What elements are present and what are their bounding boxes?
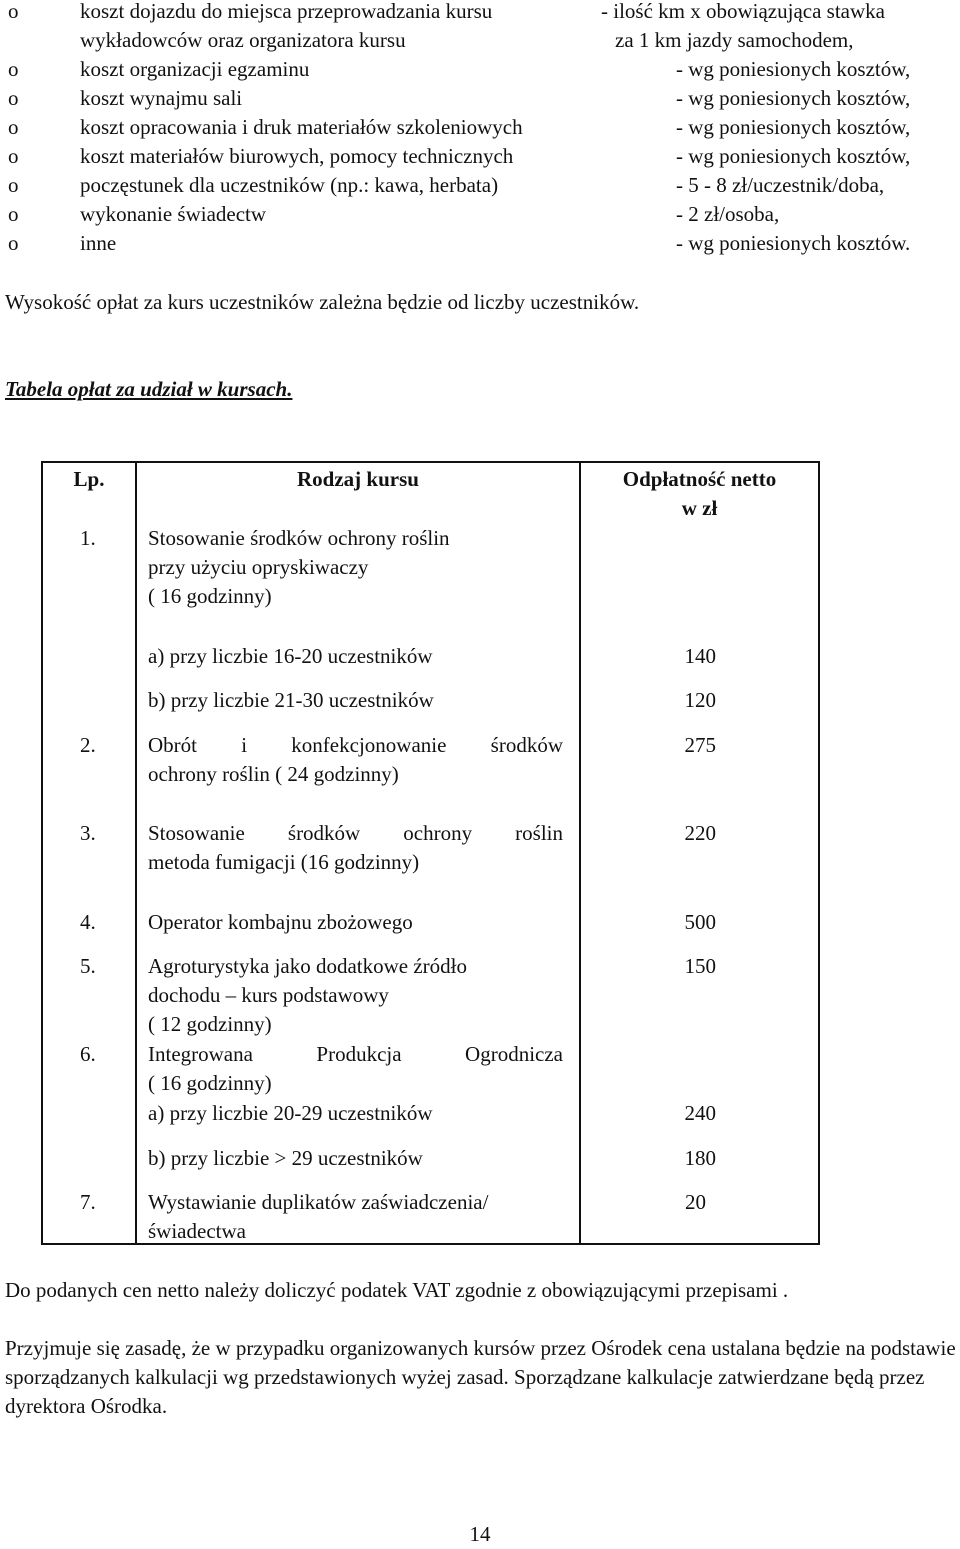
course-name: Stosowanie środków ochrony roślin [148,526,450,550]
list-bullet: o [8,202,19,226]
course-name: Obrót i konfekcjonowanie środków [148,733,563,757]
row-number: 1. [80,526,96,550]
list-bullet: o [8,86,19,110]
course-name: Integrowana Produkcja Ogrodnicza [148,1042,563,1066]
table-title: Tabela opłat za udział w kursach. [5,377,293,401]
row-number: 5. [80,954,96,978]
course-name: dochodu – kurs podstawowy [148,983,389,1007]
vat-note: Do podanych cen netto należy doliczyć podatek VAT zgodnie z obowiązującymi przepisami . [5,1278,789,1302]
course-name: metoda fumigacji (16 godzinny) [148,850,420,874]
course-name: ochrony roślin ( 24 godzinny) [148,762,399,786]
cost-item-label: koszt dojazdu do miejsca przeprowadzania kursu [80,0,493,23]
fee-dependency-note: Wysokość opłat za kurs uczestników zależna będzie od liczby uczestników. [5,290,640,314]
course-fee: 120 [684,688,716,712]
cost-item-value: - wg poniesionych kosztów, [676,144,911,168]
row-number: 2. [80,733,96,757]
course-name: świadectwa [148,1219,246,1243]
course-fee: 500 [684,910,716,934]
cost-item-label: koszt opracowania i druk materiałów szkoleniowych [80,115,523,139]
cost-item-value: - wg poniesionych kosztów, [676,115,911,139]
course-fee: 20 [685,1190,706,1214]
course-name: Agroturystyka jako dodatkowe źródło [148,954,468,978]
row-number: 6. [80,1042,96,1066]
header-fee: Odpłatność netto [622,467,777,491]
cost-item-value: - wg poniesionych kosztów, [676,86,911,110]
header-lp: Lp. [73,467,105,491]
list-bullet: o [8,231,19,255]
course-fee: 220 [684,821,716,845]
list-bullet: o [8,115,19,139]
calculation-note: Przyjmuje się zasadę, że w przypadku organizowanych kursów przez Ośrodek cena ustalana będzie na podstawie sporządzanych kalkulacji wg przedstawionych wyżej zasad. Sporządzane kalkulacje zatwierdzane będą przez dyrektora Ośrodka. [5,1336,956,1418]
header-course: Rodzaj kursu [297,467,419,491]
list-bullet: o [8,57,19,81]
cost-item-label: inne [80,231,117,255]
cost-item-label: koszt organizacji egzaminu [80,57,310,81]
row-number: 3. [80,821,96,845]
cost-item-label: koszt wynajmu sali [80,86,243,110]
list-bullet: o [8,173,19,197]
row-number: 7. [80,1190,96,1214]
course-fee: 180 [684,1146,716,1170]
list-bullet: o [8,0,19,23]
course-subitem: b) przy liczbie 21-30 uczestników [148,688,434,712]
course-subitem: a) przy liczbie 20-29 uczestników [148,1101,433,1125]
cost-item-label: wykonanie świadectw [80,202,267,226]
fee-table [41,461,820,1245]
column-divider [135,463,137,1243]
course-name: przy użyciu opryskiwaczy [148,555,369,579]
cost-item-label: wykładowców oraz organizatora kursu [80,28,406,52]
course-name: ( 12 godzinny) [148,1012,272,1036]
cost-item-value: - wg poniesionych kosztów, [676,57,911,81]
course-name: Stosowanie środków ochrony roślin [148,821,563,845]
page-number: 14 [469,1522,491,1546]
course-name: ( 16 godzinny) [148,584,272,608]
header-fee-unit: w zł [681,496,718,520]
cost-item-value: - ilość km x obowiązująca stawka [601,0,885,23]
course-subitem: a) przy liczbie 16-20 uczestników [148,644,433,668]
cost-item-value: - 5 - 8 zł/uczestnik/doba, [676,173,885,197]
course-fee: 275 [684,733,716,757]
course-name: Wystawianie duplikatów zaświadczenia/ [148,1190,489,1214]
column-divider [579,463,581,1243]
course-fee: 140 [684,644,716,668]
cost-item-value: - wg poniesionych kosztów. [676,231,911,255]
course-subitem: b) przy liczbie > 29 uczestników [148,1146,423,1170]
row-number: 4. [80,910,96,934]
course-fee: 240 [684,1101,716,1125]
cost-item-value: za 1 km jazdy samochodem, [615,28,854,52]
cost-item-label: poczęstunek dla uczestników (np.: kawa, herbata) [80,173,499,197]
course-name: Operator kombajnu zbożowego [148,910,413,934]
cost-item-value: - 2 zł/osoba, [676,202,780,226]
list-bullet: o [8,144,19,168]
cost-item-label: koszt materiałów biurowych, pomocy technicznych [80,144,514,168]
course-name: ( 16 godzinny) [148,1071,272,1095]
course-fee: 150 [684,954,716,978]
